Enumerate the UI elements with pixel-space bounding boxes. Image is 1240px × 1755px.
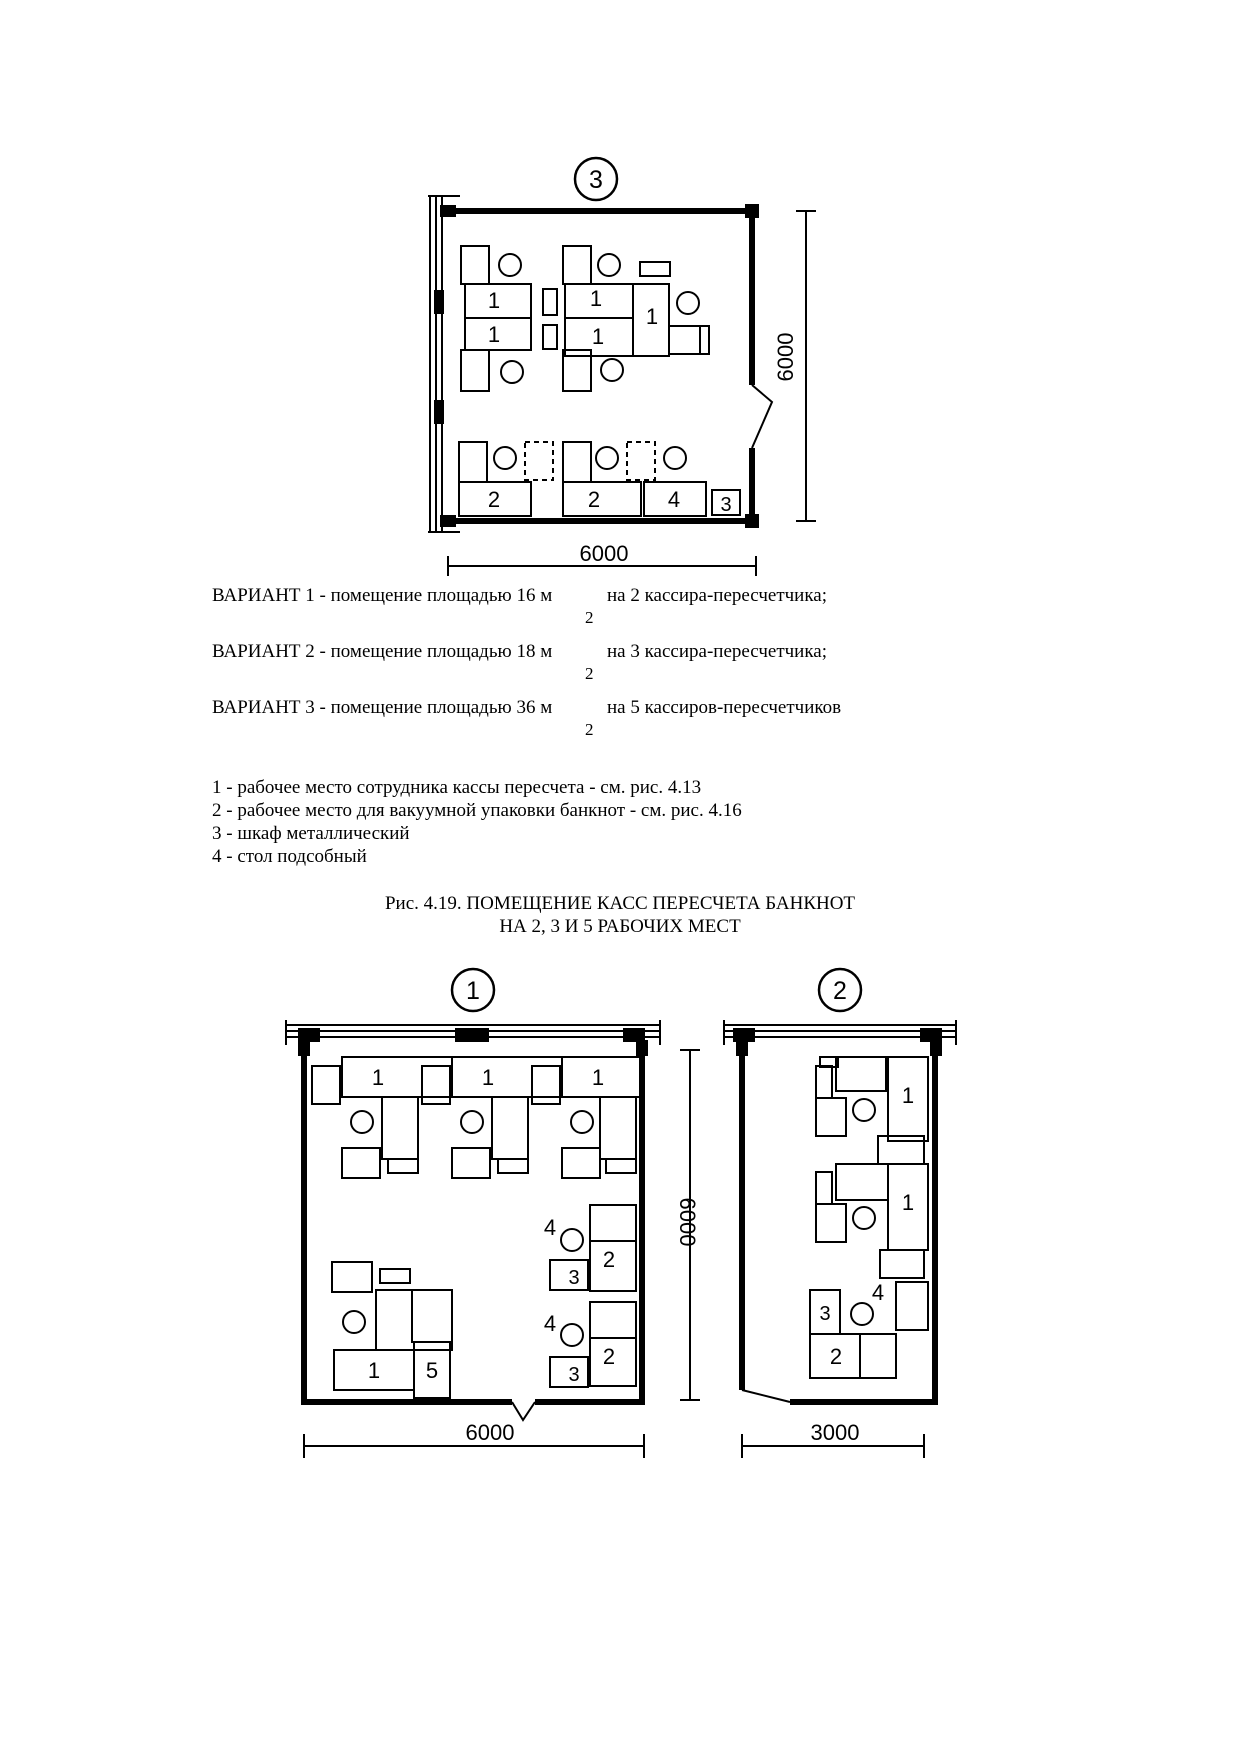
desk-label: 2 bbox=[587, 487, 601, 512]
legend-item: 4 - стол подсобный bbox=[212, 846, 367, 867]
desk-label: 1 bbox=[481, 1065, 495, 1090]
variant-line bbox=[212, 585, 828, 627]
window-wall bbox=[428, 196, 460, 532]
plan-number: 1 bbox=[466, 977, 480, 1005]
workstation-group-right bbox=[550, 1205, 636, 1387]
desk-label: 1 bbox=[487, 288, 501, 313]
legend-item: 2 - рабочее место для вакуумной упаковки банкнот - см. рис. 4.16 bbox=[212, 800, 742, 821]
door bbox=[752, 385, 772, 448]
cabinet-label: 3 bbox=[568, 1364, 580, 1386]
dimension-label: 6000 bbox=[773, 332, 798, 382]
desk-label: 1 bbox=[591, 324, 605, 349]
door bbox=[512, 1402, 535, 1420]
area-exponent: 2 bbox=[585, 608, 594, 627]
desk-label: 2 bbox=[602, 1247, 616, 1272]
legend bbox=[212, 776, 742, 868]
workstation-group-upper-left bbox=[461, 246, 557, 391]
door bbox=[742, 1390, 790, 1402]
cabinet-label: 3 bbox=[819, 1303, 831, 1325]
desk-label: 1 bbox=[591, 1065, 605, 1090]
caption-line-1: Рис. 4.19. ПОМЕЩЕНИЕ КАСС ПЕРЕСЧЕТА БАНКНОТ bbox=[384, 893, 856, 914]
dimension-line-vertical bbox=[796, 211, 816, 521]
legend-item: 1 - рабочее место сотрудника кассы пересчета - см. рис. 4.13 bbox=[212, 777, 702, 798]
cabinet-label: 3 bbox=[720, 494, 732, 516]
plan-number: 3 bbox=[589, 166, 603, 194]
table-label: 4 bbox=[543, 1311, 557, 1336]
desk-label: 1 bbox=[487, 322, 501, 347]
cabinet-label: 3 bbox=[568, 1267, 580, 1289]
desk-label: 1 bbox=[371, 1065, 385, 1090]
figure-caption bbox=[0, 892, 1240, 938]
legend-item: 3 - шкаф металлический bbox=[212, 823, 410, 844]
desk-label: 1 bbox=[367, 1358, 381, 1383]
caption-line-2: НА 2, 3 И 5 РАБОЧИХ МЕСТ bbox=[499, 916, 741, 937]
variant-text-rest: на 3 кассира-пересчетчика; bbox=[607, 641, 828, 662]
area-exponent: 2 bbox=[585, 720, 594, 739]
desk-label: 1 bbox=[901, 1190, 915, 1215]
workstation-group-upper-right bbox=[563, 246, 709, 391]
area-exponent: 2 bbox=[585, 664, 594, 683]
floor-plan-variant-3 bbox=[0, 0, 1240, 600]
dimension-label: 6000 bbox=[579, 541, 629, 566]
table-label: 4 bbox=[871, 1280, 885, 1305]
desk-label: 2 bbox=[829, 1344, 843, 1369]
floor-plans-variants-1-2 bbox=[0, 955, 1240, 1475]
variant-text-rest: на 5 кассиров-пересчетчиков bbox=[607, 697, 842, 718]
desk-label: 1 bbox=[589, 286, 603, 311]
desk-label: 1 bbox=[645, 304, 659, 329]
variant-text-rest: на 2 кассира-пересчетчика; bbox=[607, 585, 828, 606]
dimension-label: 6000 bbox=[675, 1197, 700, 1247]
table-label: 4 bbox=[543, 1215, 557, 1240]
item-label: 5 bbox=[425, 1358, 439, 1383]
table-label: 4 bbox=[667, 487, 681, 512]
variant-line bbox=[212, 641, 828, 683]
plan-number: 2 bbox=[833, 977, 847, 1005]
dimension-label: 6000 bbox=[465, 1420, 515, 1445]
variant-text: ВАРИАНТ 1 - помещение площадью 16 м bbox=[212, 585, 553, 606]
desk-label: 1 bbox=[901, 1083, 915, 1108]
desk-label: 2 bbox=[602, 1344, 616, 1369]
variant-text: ВАРИАНТ 3 - помещение площадью 36 м bbox=[212, 697, 553, 718]
desk-label: 2 bbox=[487, 487, 501, 512]
dimension-label: 3000 bbox=[810, 1420, 860, 1445]
variant-line bbox=[212, 697, 842, 739]
variant-text: ВАРИАНТ 2 - помещение площадью 18 м bbox=[212, 641, 553, 662]
